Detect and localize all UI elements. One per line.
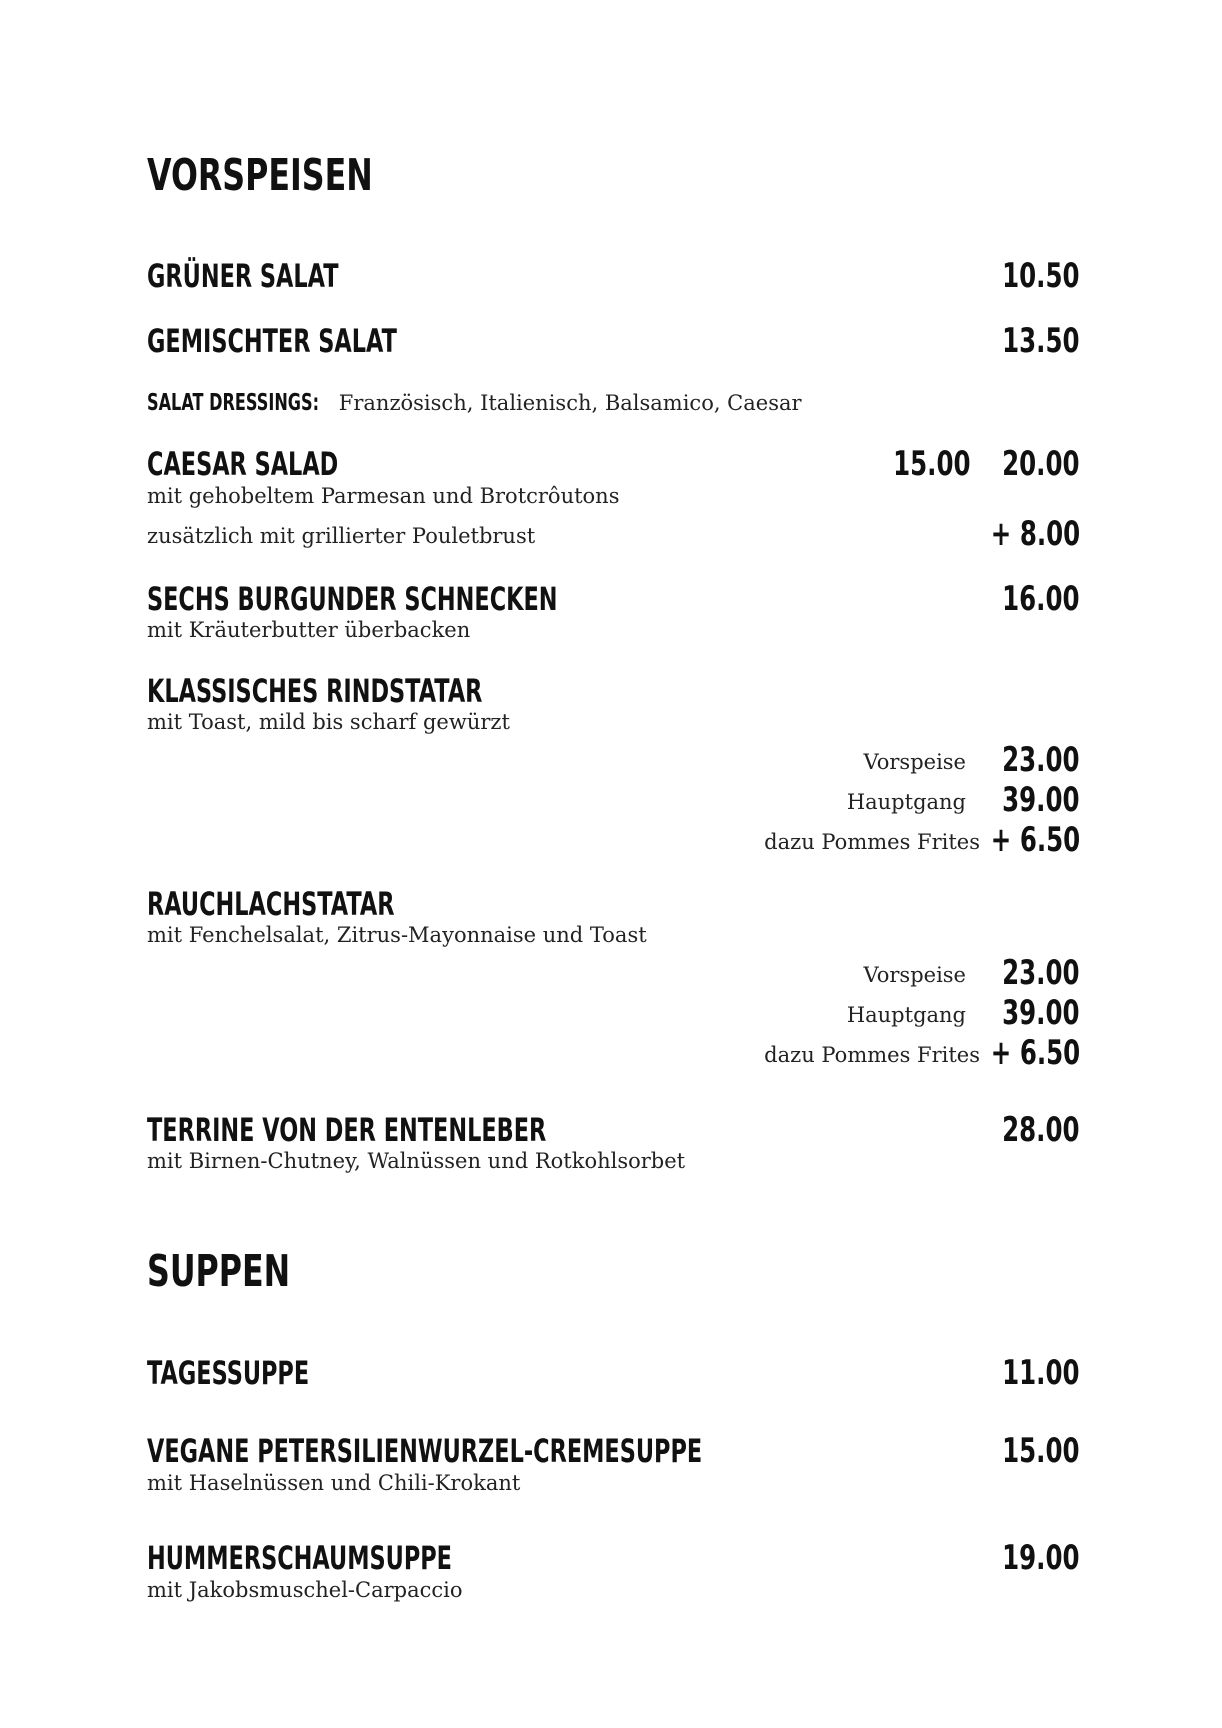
rindstatar-vorspeise-price: 23.00 bbox=[1002, 740, 1080, 780]
section-title-vorspeisen: VORSPEISEN bbox=[147, 150, 373, 201]
rauchlachstatar-vorspeise-label: Vorspeise bbox=[863, 963, 966, 987]
dish-name-rauchlachstatar: RAUCHLACHSTATAR bbox=[147, 885, 395, 923]
dish-desc-caesar-salad: mit gehobeltem Parmesan und Brotcrôutons bbox=[147, 484, 620, 508]
rindstatar-hauptgang-label: Hauptgang bbox=[846, 790, 966, 814]
dish-price-caesar-salad-large: 20.00 bbox=[1002, 444, 1080, 484]
dish-name-schnecken: SECHS BURGUNDER SCHNECKEN bbox=[147, 580, 558, 618]
salad-dressings-line bbox=[147, 388, 856, 418]
rindstatar-hauptgang-price: 39.00 bbox=[1002, 780, 1080, 820]
rauchlachstatar-vorspeise-price: 23.00 bbox=[1002, 953, 1080, 993]
dish-name-gruener-salat: GRÜNER SALAT bbox=[147, 257, 339, 295]
dish-name-petersilienwurzel: VEGANE PETERSILIENWURZEL-CREMESUPPE bbox=[147, 1432, 703, 1470]
dish-price-petersilienwurzel: 15.00 bbox=[1002, 1431, 1080, 1471]
dish-price-tagessuppe: 11.00 bbox=[1002, 1353, 1080, 1393]
rauchlachstatar-pommes-price: + 6.50 bbox=[990, 1033, 1080, 1073]
dish-price-hummerschaumsuppe: 19.00 bbox=[1002, 1538, 1080, 1578]
dish-name-gemischter-salat: GEMISCHTER SALAT bbox=[147, 322, 397, 360]
dish-price-gemischter-salat: 13.50 bbox=[1002, 321, 1080, 361]
dish-price-gruener-salat: 10.50 bbox=[1002, 256, 1080, 296]
dish-price-schnecken: 16.00 bbox=[1002, 579, 1080, 619]
salad-dressings-label: SALAT DRESSINGS: bbox=[147, 390, 320, 416]
dish-name-caesar-salad: CAESAR SALAD bbox=[147, 445, 339, 483]
rindstatar-pommes-label: dazu Pommes Frites bbox=[764, 830, 980, 854]
dish-desc-terrine: mit Birnen-Chutney, Walnüssen und Rotkohlsorbet bbox=[147, 1149, 686, 1173]
rauchlachstatar-hauptgang-price: 39.00 bbox=[1002, 993, 1080, 1033]
caesar-salad-extra-desc: zusätzlich mit grillierter Pouletbrust bbox=[147, 524, 536, 548]
rindstatar-vorspeise-label: Vorspeise bbox=[863, 750, 966, 774]
salad-dressings-text: Französisch, Italienisch, Balsamico, Caesar bbox=[338, 391, 802, 415]
rauchlachstatar-hauptgang-label: Hauptgang bbox=[846, 1003, 966, 1027]
dish-name-rindstatar: KLASSISCHES RINDSTATAR bbox=[147, 672, 483, 710]
rauchlachstatar-pommes-label: dazu Pommes Frites bbox=[764, 1043, 980, 1067]
dish-price-caesar-salad-small: 15.00 bbox=[893, 444, 971, 484]
dish-desc-petersilienwurzel: mit Haselnüssen und Chili-Krokant bbox=[147, 1471, 521, 1495]
dish-desc-hummerschaumsuppe: mit Jakobsmuschel-Carpaccio bbox=[147, 1578, 463, 1602]
dish-price-terrine: 28.00 bbox=[1002, 1110, 1080, 1150]
dish-desc-schnecken: mit Kräuterbutter überbacken bbox=[147, 618, 471, 642]
dish-name-terrine: TERRINE VON DER ENTENLEBER bbox=[147, 1111, 547, 1149]
dish-name-tagessuppe: TAGESSUPPE bbox=[147, 1354, 310, 1392]
rindstatar-pommes-price: + 6.50 bbox=[990, 820, 1080, 860]
caesar-salad-extra-price: + 8.00 bbox=[990, 514, 1080, 554]
dish-desc-rindstatar: mit Toast, mild bis scharf gewürzt bbox=[147, 710, 510, 734]
section-title-suppen: SUPPEN bbox=[147, 1246, 291, 1297]
dish-name-hummerschaumsuppe: HUMMERSCHAUMSUPPE bbox=[147, 1539, 452, 1577]
dish-desc-rauchlachstatar: mit Fenchelsalat, Zitrus-Mayonnaise und Toast bbox=[147, 923, 647, 947]
